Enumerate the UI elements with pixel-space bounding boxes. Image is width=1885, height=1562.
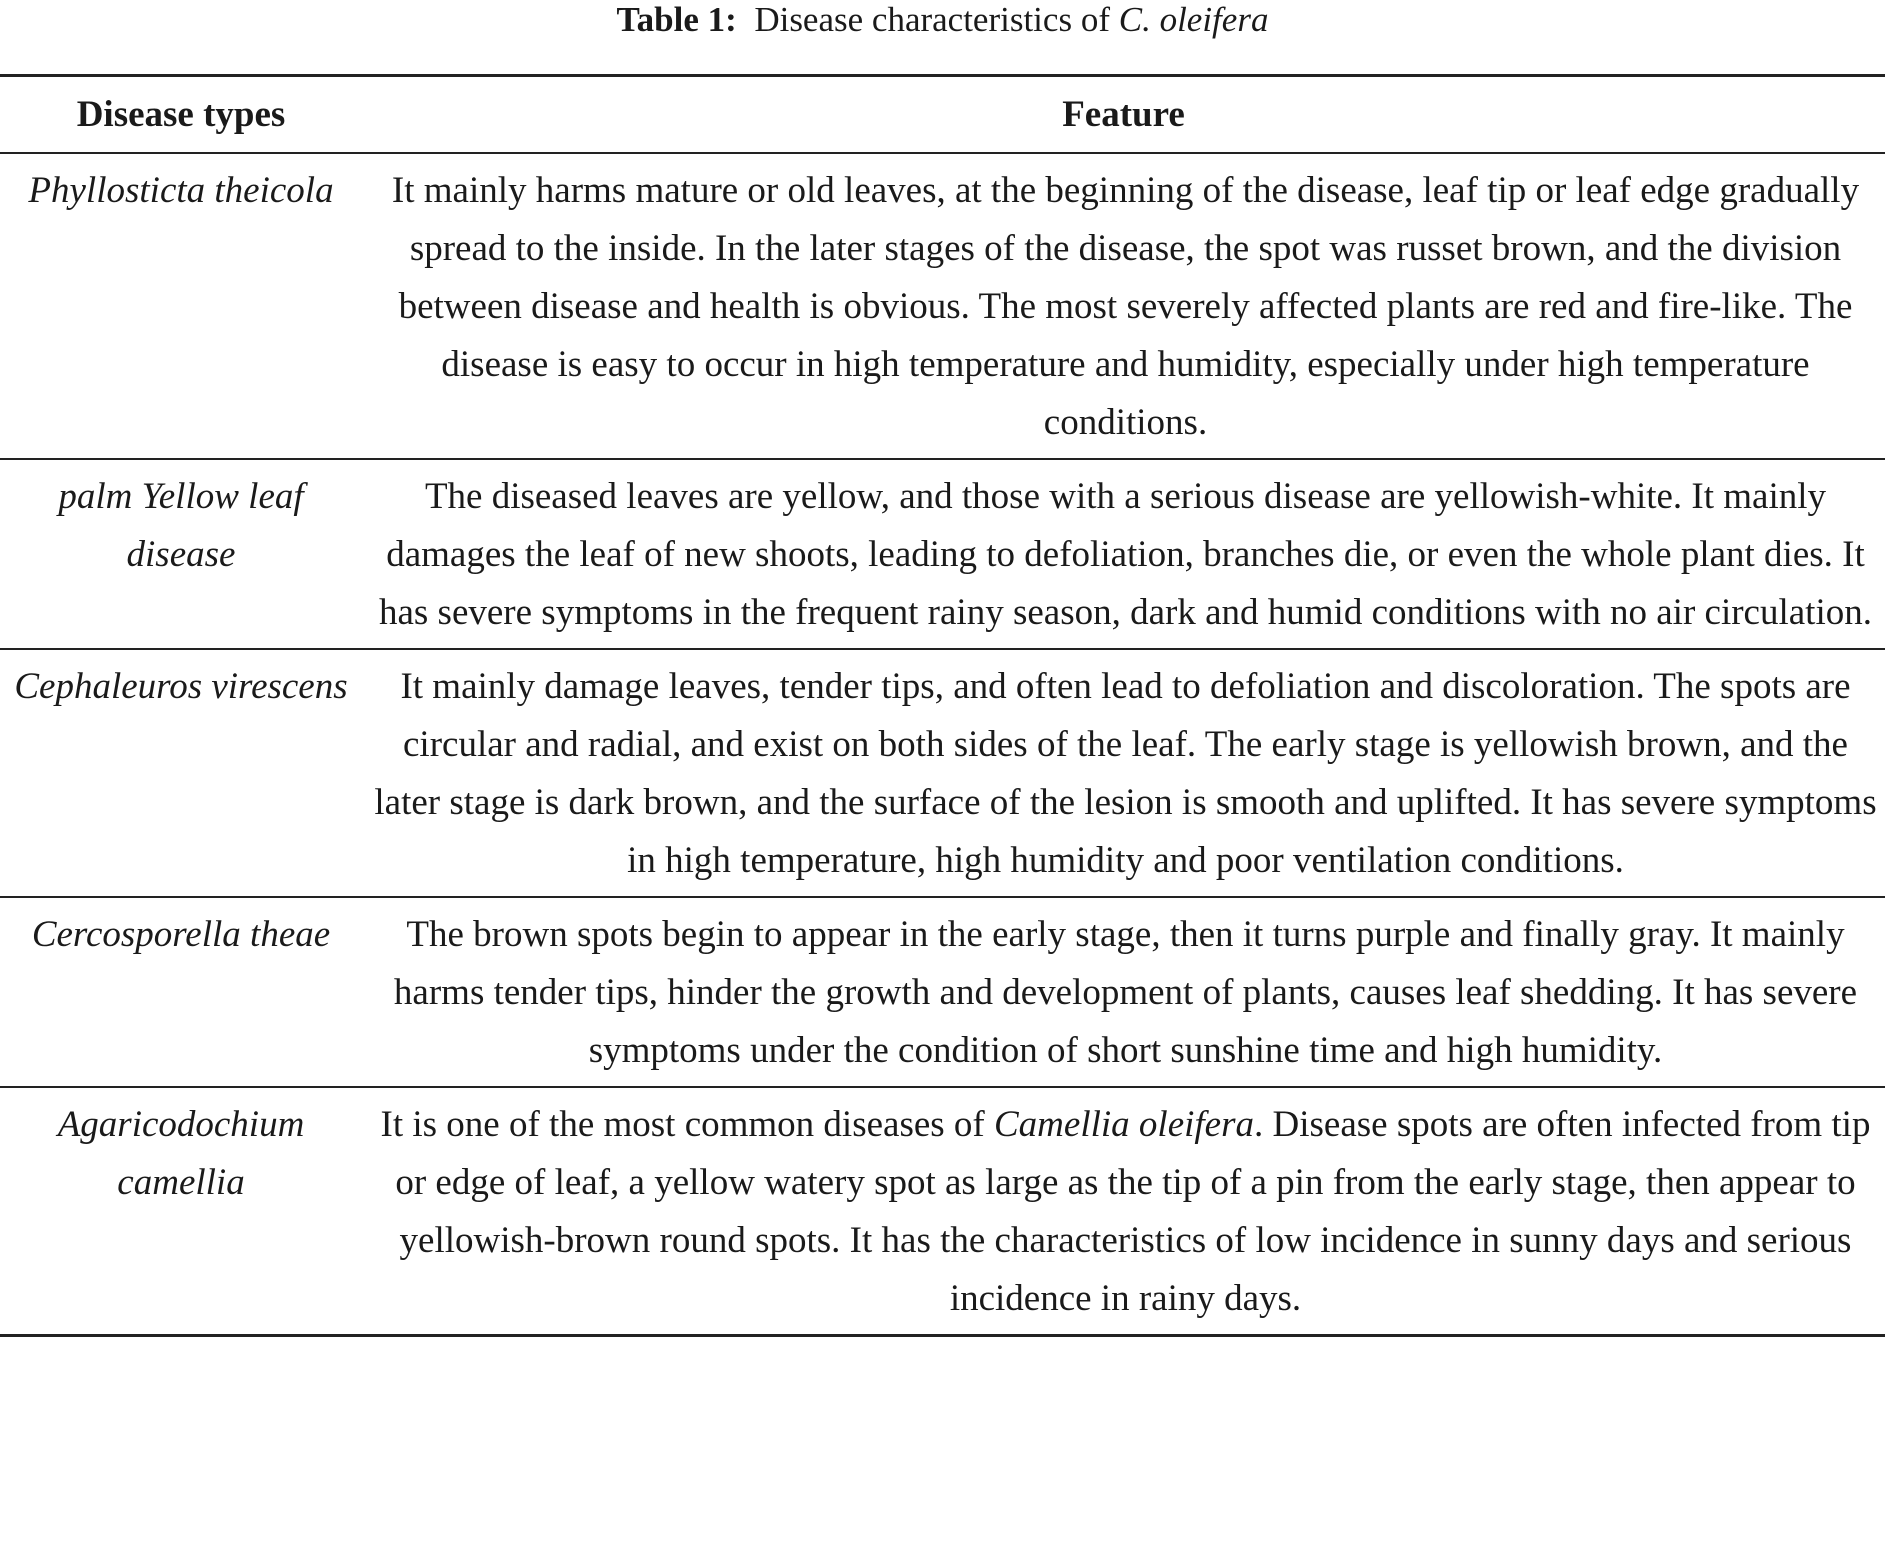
caption-label: Table 1:	[616, 0, 737, 39]
disease-type-cell: Cephaleuros virescens	[0, 649, 362, 897]
table-caption	[0, 0, 1885, 40]
table-row	[0, 1087, 1885, 1336]
disease-type-cell: Cercosporella theae	[0, 897, 362, 1087]
feature-cell: The brown spots begin to appear in the early stage, then it turns purple and finally gray. It mainly harms tender tips, hinder the growth and development of plants, causes leaf shedding. It has severe symptoms under the condition of short sunshine time and high humidity.	[362, 897, 1885, 1087]
table-row	[0, 459, 1885, 649]
feature-cell: It mainly harms mature or old leaves, at the beginning of the disease, leaf tip or leaf edge gradually spread to the inside. In the later stages of the disease, the spot was russet brown, and the division between disease and health is obvious. The most severely affected plants are red and fire-like. The disease is easy to occur in high temperature and humidity, especially under high temperature conditions.	[362, 153, 1885, 459]
feature-text-end: . Disease spots are often infected from tip or edge of leaf, a yellow watery spot as large as the tip of a pin from the early stage, then appear to yellowish-brown round spots. It has the characteristics of low incidence in sunny days and serious incidence in rainy days.	[395, 1104, 1871, 1319]
feature-cell	[362, 1087, 1885, 1336]
table-header-row	[0, 76, 1885, 154]
disease-type-cell: palm Yellow leaf disease	[0, 459, 362, 649]
disease-type-cell: Agaricodochium camellia	[57, 1104, 305, 1203]
table-row	[0, 153, 1885, 459]
header-disease-types: Disease types	[0, 76, 362, 154]
disease-type-cell: Phyllosticta theicola	[0, 153, 362, 459]
feature-cell: The diseased leaves are yellow, and those with a serious disease are yellowish-white. It mainly damages the leaf of new shoots, leading to defoliation, branches die, or even the whole plant dies. It has severe symptoms in the frequent rainy season, dark and humid conditions with no air circulation.	[362, 459, 1885, 649]
feature-species-name: Camellia oleifera	[994, 1104, 1254, 1145]
feature-cell: It mainly damage leaves, tender tips, and often lead to defoliation and discoloration. The spots are circular and radial, and exist on both sides of the leaf. The early stage is yellowish brown, and the later stage is dark brown, and the surface of the lesion is smooth and uplifted. It has severe symptoms in high temperature, high humidity and poor ventilation conditions.	[362, 649, 1885, 897]
feature-text-start: It is one of the most common diseases of	[380, 1104, 985, 1145]
table-row	[0, 897, 1885, 1087]
caption-species: C. oleifera	[1118, 0, 1269, 39]
disease-table	[0, 74, 1885, 1337]
table-row	[0, 649, 1885, 897]
caption-text: Disease characteristics of	[754, 0, 1110, 39]
header-feature: Feature	[362, 76, 1885, 154]
